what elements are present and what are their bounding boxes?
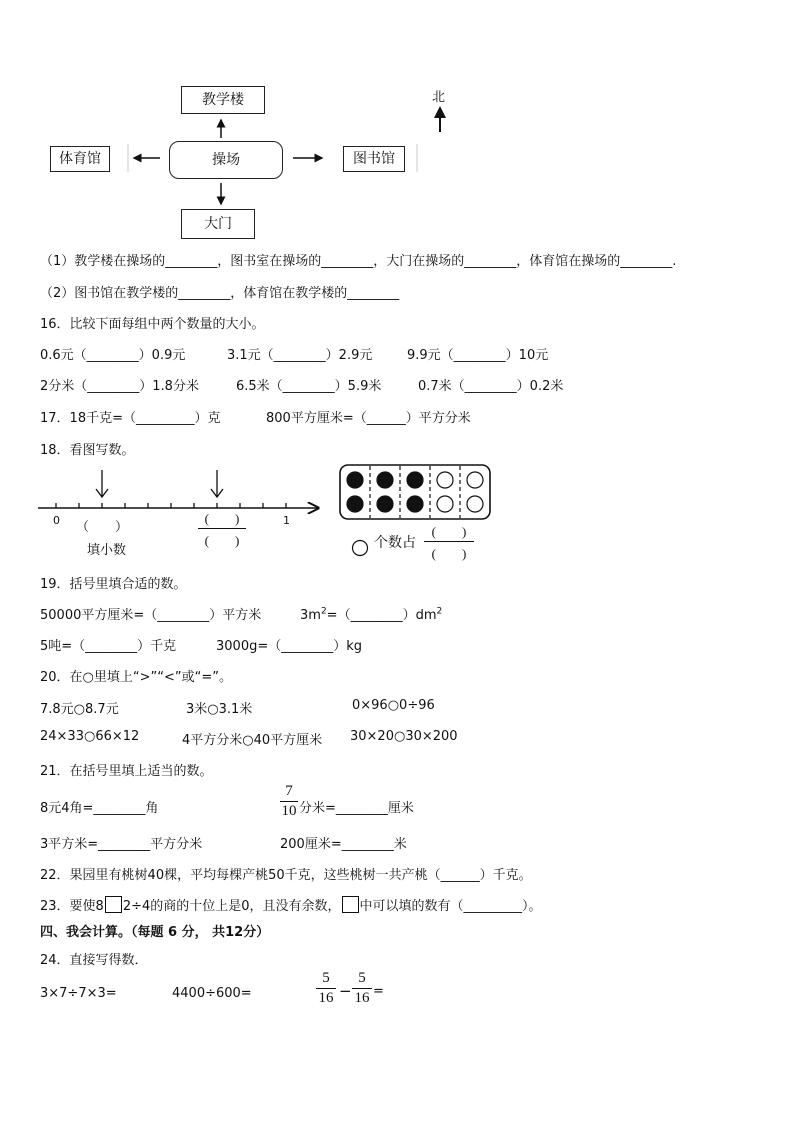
q24-title: 24．直接写得数． [40,953,148,968]
q21-b: 分米=________厘米 [299,801,414,816]
q18-title: 18．看图写数。 [40,443,135,458]
section-4-heading: 四、我会计算。（每题 6 分， 共12分） [40,925,270,940]
library-label: 图书馆 [353,151,395,167]
q24-minus: − [339,982,352,1000]
filled-dot [377,496,393,512]
fraction-numerator: ( ) [204,511,240,526]
filled-dot [377,472,393,488]
q24-f2-num: 5 [358,970,366,986]
q19-r1-b: $3m^2=(\_\_\_\_\_\_\_\_)dm^2$ [300,606,443,623]
empty-dot [437,496,453,512]
decimal-answer-paren: （ ） [76,520,129,535]
teaching-building-label: 教学楼 [202,92,244,108]
filled-dot [407,496,423,512]
q20-r2-a: 24×33○66×12 [40,729,140,744]
q24-b: 4400÷600= [172,986,252,1001]
q21-fraction-numerator: 7 [285,783,293,799]
blank-square-2 [342,896,359,913]
q19-r1-a: 50000平方厘米=（________）平方米 [40,608,262,623]
q20-r1-c: 0×96○0÷96 [352,698,435,713]
q15-line2: （2）图书馆在教学楼的________，体育馆在教学楼的________ [40,286,400,301]
q20-r2-b: 4平方分米○40平方厘米 [182,733,323,748]
q22: 22．果园里有桃树40棵，平均每棵产桃50千克，这些桃树一共产桃（______）千克。 [40,868,532,883]
q23: 23．要使8 2÷4的商的十位上是0，且没有余数， 中可以填的数有（_________）。 [40,895,542,914]
q16-r1-b: 3.1元（________）2.9元 [227,348,373,363]
q24-f1-den: 16 [318,990,334,1006]
tick-one-label: 1 [283,514,290,527]
q21-d: 200厘米=________米 [280,837,407,852]
q20-title: 20．在○里填上“>”“<”或“=”。 [40,670,232,685]
q21-c: 3平方米=________平方分米 [40,837,203,852]
q17-b: 800平方厘米=（______）平方分米 [266,411,471,426]
caption-count: 个数占 [374,535,416,551]
q16-r2-c: 0.7米（________）0.2米 [418,379,564,394]
caption-decimal: 填小数 [87,543,127,558]
q20-r2-c: 30×20○30×200 [350,729,458,744]
q16-r1-a: 0.6元（________）0.9元 [40,348,186,363]
tick-zero-label: 0 [53,514,60,527]
q16-r2-a: 2分米（________）1.8分米 [40,379,199,394]
filled-dot [347,472,363,488]
q16-r1-c: 9.9元（________）10元 [407,348,549,363]
q24-fraction-1 [316,970,336,1007]
circle-icon [351,538,371,558]
q17-a: 17．18千克=（_________）克 [40,411,221,426]
north-label: 北 [432,90,446,105]
q21-fraction-denominator: 10 [281,803,297,819]
q16-title: 16．比较下面每组中两个数量的大小。 [40,317,265,332]
q19-r2-a: 5吨=（________）千克 [40,639,177,654]
q24-equals: = [373,984,384,999]
q24-f1-num: 5 [322,970,330,986]
count-fraction-denominator: ( ) [431,546,467,561]
q20-r1-a: 7.8元○8.7元 [40,702,119,717]
number-line [36,462,326,522]
q21-a: 8元4角=________角 [40,801,159,816]
filled-dot [347,496,363,512]
q16-r2-b: 6.5米（________）5.9米 [236,379,382,394]
filled-dot [407,472,423,488]
q24-a: 3×7÷7×3= [40,986,117,1001]
q15-line1: （1）教学楼在操场的________，图书室在操场的________，大门在操场的________，体育馆在操场的________. [40,254,677,269]
dot-box [338,463,494,523]
empty-dot [437,472,453,488]
q21-title: 21．在括号里填上适当的数。 [40,764,213,779]
q19-r2-b: 3000g=（________）kg [216,639,363,654]
gym-label: 体育馆 [59,151,101,167]
count-fraction-answer [424,521,474,562]
empty-dot [467,472,483,488]
playground-label: 操场 [212,152,240,168]
fraction-answer [198,508,246,549]
blank-square [105,896,122,913]
q20-r1-b: 3米○3.1米 [186,702,253,717]
q21-fraction [280,783,298,820]
fraction-denominator: ( ) [204,533,240,548]
q24-f2-den: 16 [354,990,370,1006]
q24-fraction-2 [352,970,372,1007]
q19-title: 19．括号里填合适的数。 [40,577,187,592]
count-fraction-numerator: ( ) [431,524,467,539]
empty-dot [467,496,483,512]
diagram-arrows [0,0,793,250]
gate-label: 大门 [204,216,232,232]
